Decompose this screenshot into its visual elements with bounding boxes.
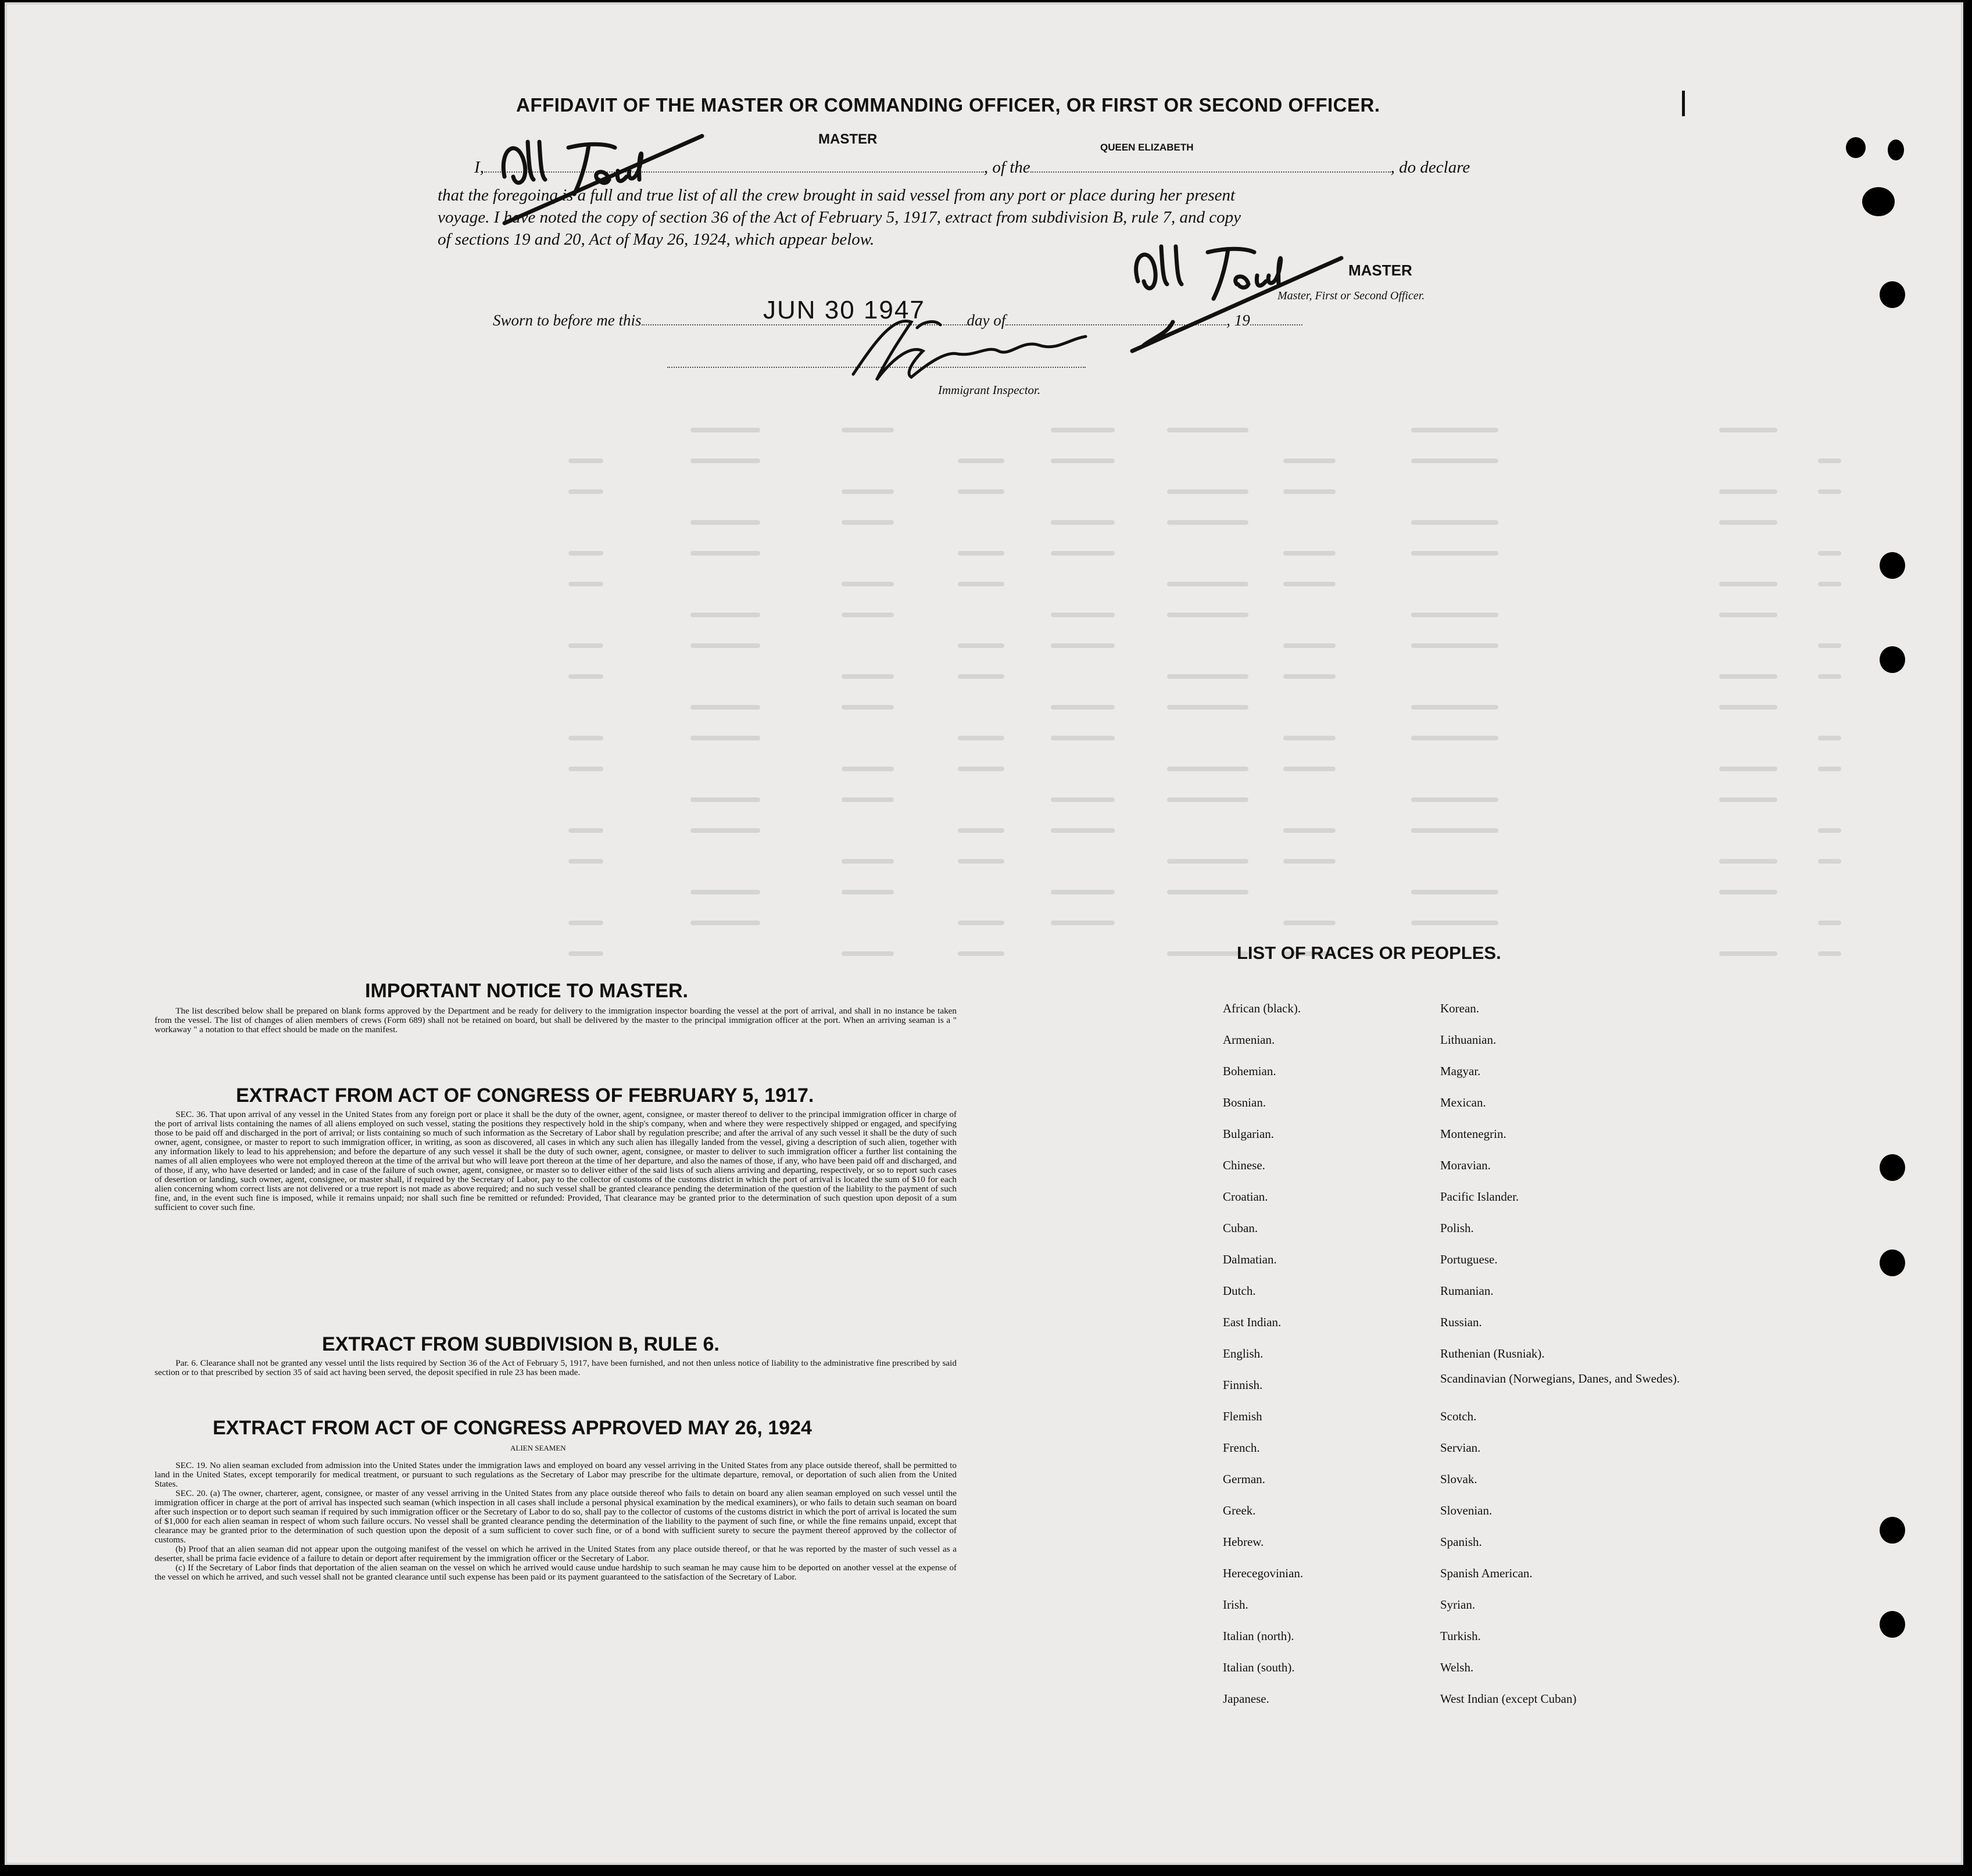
bleed-mark (1283, 828, 1336, 833)
bleed-mark (842, 520, 894, 525)
bleed-mark (690, 428, 760, 432)
line1-start: I, (474, 158, 484, 177)
bleed-mark (568, 643, 603, 648)
rule6-heading: EXTRACT FROM SUBDIVISION B, RULE 6. (322, 1333, 720, 1355)
bleed-mark (842, 674, 894, 679)
bleed-mark (842, 767, 894, 771)
race-item: East Indian. (1223, 1315, 1282, 1329)
bleed-mark (1411, 551, 1498, 556)
races-column-2 (1440, 993, 1684, 1714)
bleed-mark (1051, 797, 1115, 802)
bleed-mark (842, 428, 894, 432)
bleed-mark (958, 767, 1004, 771)
bleed-mark (1719, 674, 1777, 679)
race-item: Polish. (1440, 1221, 1474, 1235)
race-item: Mexican. (1440, 1095, 1486, 1109)
bleed-mark (1051, 428, 1115, 432)
bleed-mark (958, 643, 1004, 648)
notice-text (155, 1007, 957, 1034)
punch-hole (1880, 1154, 1905, 1181)
bleed-mark (958, 921, 1004, 925)
punch-hole (1880, 646, 1905, 673)
bleed-mark (1818, 551, 1841, 556)
bleed-mark (568, 674, 603, 679)
bleed-mark (690, 921, 760, 925)
bleed-mark (1283, 489, 1336, 494)
bleed-mark (1719, 582, 1777, 586)
bleed-mark (1283, 551, 1336, 556)
act1924-heading: EXTRACT FROM ACT OF CONGRESS APPROVED MAY 26, 1924 (213, 1417, 812, 1439)
bleed-mark (1818, 459, 1841, 463)
bleed-mark (1411, 643, 1498, 648)
bleed-mark (568, 828, 603, 833)
rule6-text (155, 1359, 957, 1377)
bleed-mark (568, 859, 603, 864)
race-item: Bosnian. (1223, 1095, 1266, 1109)
race-item: Greek. (1223, 1503, 1256, 1517)
race-item: Flemish (1223, 1409, 1262, 1423)
bleed-mark (568, 459, 603, 463)
act1924-text (155, 1461, 957, 1582)
bleed-mark (1818, 582, 1841, 586)
race-item: Welsh. (1440, 1660, 1474, 1674)
race-item: Slovenian. (1440, 1503, 1493, 1517)
bleed-mark (1167, 520, 1248, 525)
bleed-mark (1818, 828, 1841, 833)
bleed-mark (1283, 674, 1336, 679)
bleed-mark (1411, 921, 1498, 925)
race-item: English. (1223, 1347, 1264, 1361)
bleed-mark (958, 828, 1004, 833)
race-item: Cuban. (1223, 1221, 1258, 1235)
affidavit-line-4: of sections 19 and 20, Act of May 26, 1924, which appear below. (438, 230, 875, 249)
punch-hole (1880, 552, 1905, 579)
bleed-mark (1283, 459, 1336, 463)
bleed-mark (690, 705, 760, 710)
bleed-mark (1818, 674, 1841, 679)
bleed-mark (690, 736, 760, 740)
bleed-mark (1051, 613, 1115, 617)
bleed-mark (690, 551, 760, 556)
bleed-mark (958, 859, 1004, 864)
notice-paragraph: The list described below shall be prepared on blank forms approved by the Department and be ready for delivery to the immigration inspector boarding the vessel at the port of arrival, and shall in no instance be taken from the vessel. The list of changes of alien members of crews (Form 689) shall not be retained on board, but shall be delivered by the master to the principal immigration officer at the port. When an arriving seaman is a " workaway " a notation to that effect should be made on the manifest. (155, 1006, 957, 1034)
race-item: Slovak. (1440, 1472, 1477, 1486)
sec19-paragraph: SEC. 19. No alien seaman excluded from admission into the United States under the immigration laws and employed on board any vessel arriving in the United States from any place outside thereof, shall be permitted to land in the United States, except temporarily for medical treatment, or pursuant to such regulations as the Secretary of Labor may prescribe for the ultimate departure, removal, or deportation of such alien from the United States. (155, 1460, 957, 1489)
title-label: MASTER (818, 131, 878, 147)
bleed-mark (690, 520, 760, 525)
bleed-mark (1167, 613, 1248, 617)
bleed-mark (958, 489, 1004, 494)
bleed-mark (1818, 767, 1841, 771)
year-prefix: , 19 (1226, 312, 1250, 329)
race-item: Herecegovinian. (1223, 1566, 1304, 1580)
bleed-mark (1411, 890, 1498, 894)
bleed-mark (690, 613, 760, 617)
signer-title: MASTER (1348, 262, 1412, 279)
bleed-mark (568, 767, 603, 771)
punch-hole (1880, 1250, 1905, 1276)
bleed-mark (1719, 890, 1777, 894)
act1917-paragraph: SEC. 36. That upon arrival of any vessel in the United States from any foreign port or place it shall be the duty of the owner, agent, consignee, or master thereof to deliver to the principal immigration officer in charge of the port of arrival lists containing the names of all aliens employed on such vessel, stating the positions they respectively hold in the ship's company, when and where they were respectively shipped or engaged, and specifying those to be paid off and discharged in the port of arrival; or lists containing so much of such information as the Secretary of Labor shall by regulation prescribe; and after the arrival of any such vessel it shall be the duty of such owner, agent, consignee, or master to report to such immigration officer, in writing, as soon as discovered, all cases in which any such alien has illegally landed from the vessel, giving a description of such alien, together with any information likely to lead to his apprehension; and before the departure of any such vessel it shall be the duty of such owner, agent, consignee, or master to deliver to such immigration officer a further list containing the names of all alien employees who were not employed thereon at the time of the arrival but who will leave port thereon at the time of her departure, and also the names of those, if any, who have been paid off and discharged, and of those, if any, who have deserted or landed; and in case of the failure of such owner, agent, consignee, or master so to deliver either of the said lists of such aliens arriving and departing, respectively, or so to report such cases of desertion or landing, such owner, agent, consignee, or master shall, if required by the Secretary of Labor, pay to the collector of customs of the customs district in which the port of arrival is located the sum of $10 for each alien concerning whom correct lists are not delivered or a true report is not made as above required; and no such vessel shall be granted clearance pending the determination of the question of the liability to the payment of such fine, and, in the event such fine is imposed, while it remains unpaid; nor shall such fine be remitted or refunded: Provided, That clearance may be granted prior to the determination of such question upon deposit of a sum sufficient to cover such fine. (155, 1109, 957, 1212)
bleed-mark (690, 459, 760, 463)
bleed-mark (842, 489, 894, 494)
bleed-mark (958, 551, 1004, 556)
punch-hole (1880, 1611, 1905, 1638)
races-heading: LIST OF RACES OR PEOPLES. (1237, 943, 1501, 963)
bleed-mark (958, 582, 1004, 586)
bleed-mark (1818, 859, 1841, 864)
sec20c-paragraph: (c) If the Secretary of Labor finds that deportation of the alien seaman on the vessel on which he arrived would cause undue hardship to such seaman he may cause him to be deported on another vessel at the expense of the vessel on which he arrived, and such vessel shall not be granted clearance until such expense has been paid or its payment guaranteed to the satisfaction of the Secretary of Labor. (155, 1563, 957, 1582)
affidavit-line-3: voyage. I have noted the copy of section 36 of the Act of February 5, 1917, extract from subdivision B, rule 7, and copy (438, 208, 1241, 227)
vessel-label: QUEEN ELIZABETH (1100, 142, 1194, 153)
race-item: Montenegrin. (1440, 1127, 1506, 1141)
bleed-mark (1411, 828, 1498, 833)
race-item: Portuguese. (1440, 1252, 1498, 1266)
bleed-mark (1283, 921, 1336, 925)
bleed-mark (842, 613, 894, 617)
bleed-mark (1411, 797, 1498, 802)
race-item: Korean. (1440, 1001, 1480, 1015)
act1917-heading: EXTRACT FROM ACT OF CONGRESS OF FEBRUARY 5, 1917. (236, 1084, 814, 1107)
bleed-mark (1719, 859, 1777, 864)
bleed-mark (1051, 520, 1115, 525)
bleed-mark (568, 582, 603, 586)
race-item: Chinese. (1223, 1158, 1265, 1172)
race-item: Dalmatian. (1223, 1252, 1277, 1266)
bleed-mark (568, 736, 603, 740)
bleed-mark (1719, 951, 1777, 956)
race-item: Magyar. (1440, 1064, 1481, 1078)
bleed-mark (1411, 428, 1498, 432)
bleed-mark (958, 951, 1004, 956)
edge-mark (1682, 91, 1685, 116)
inspector-signature (842, 305, 1109, 392)
master-signature-top (493, 124, 714, 229)
race-item: Irish. (1223, 1598, 1248, 1612)
race-item: Armenian. (1223, 1033, 1275, 1047)
race-item: French. (1223, 1441, 1260, 1455)
punch-hole (1888, 139, 1904, 160)
bleed-mark (568, 551, 603, 556)
bleed-mark (842, 705, 894, 710)
bleed-mark (1167, 797, 1248, 802)
bleed-mark (1167, 859, 1248, 864)
bleed-mark (842, 582, 894, 586)
bleed-mark (690, 797, 760, 802)
bleed-mark (1283, 767, 1336, 771)
race-item: Pacific Islander. (1440, 1190, 1519, 1204)
race-item: African (black). (1223, 1001, 1301, 1015)
bleed-mark (690, 828, 760, 833)
day-of: day of (967, 312, 1006, 329)
bleed-mark (1818, 921, 1841, 925)
punch-hole (1880, 281, 1905, 308)
bleed-mark (958, 674, 1004, 679)
race-item: Scotch. (1440, 1409, 1477, 1423)
bleed-mark (1051, 828, 1115, 833)
bleed-mark (1719, 428, 1777, 432)
line1-end: , do declare (1390, 158, 1470, 177)
bleed-mark (842, 859, 894, 864)
race-item: Croatian. (1223, 1190, 1268, 1204)
bleed-mark (1818, 951, 1841, 956)
bleed-mark (1051, 705, 1115, 710)
race-item: Hebrew. (1223, 1535, 1264, 1549)
race-item: Lithuanian. (1440, 1033, 1497, 1047)
punch-hole (1862, 187, 1895, 216)
race-item: German. (1223, 1472, 1265, 1486)
affidavit-line-2: that the foregoing is a full and true list of all the crew brought in said vessel from any port or place during her present (438, 186, 1236, 205)
bleed-mark (1719, 767, 1777, 771)
bleed-mark (1167, 582, 1248, 586)
bleed-mark (1411, 520, 1498, 525)
race-item: Rumanian. (1440, 1284, 1494, 1298)
bleed-mark (842, 951, 894, 956)
bleed-mark (1818, 736, 1841, 740)
race-item: Scandinavian (Norwegians, Danes, and Swedes). (1440, 1372, 1680, 1385)
bleed-mark (1167, 428, 1248, 432)
punch-hole (1880, 1517, 1905, 1544)
bleed-mark (1719, 520, 1777, 525)
bleed-mark (568, 489, 603, 494)
bleed-mark (1719, 705, 1777, 710)
bleed-mark (1167, 674, 1248, 679)
act1924-subheading: ALIEN SEAMEN (510, 1444, 566, 1452)
bleed-mark (1051, 551, 1115, 556)
bleed-mark (1411, 459, 1498, 463)
bleed-mark (1167, 767, 1248, 771)
bleed-mark (1167, 951, 1248, 956)
bleed-mark (690, 890, 760, 894)
race-item: Japanese. (1223, 1692, 1269, 1706)
race-item: Moravian. (1440, 1158, 1491, 1172)
race-item: Bulgarian. (1223, 1127, 1275, 1141)
bleed-mark (842, 797, 894, 802)
race-item: Spanish American. (1440, 1566, 1533, 1580)
races-column-1 (1223, 993, 1420, 1714)
act1917-text (155, 1110, 957, 1212)
document-page (5, 2, 1963, 1865)
bleed-mark (1051, 459, 1115, 463)
sec20a-paragraph: SEC. 20. (a) The owner, charterer, agent, consignee, or master of any vessel arriving in the United States from any place outside thereof who fails to detain on board any alien seaman employed on such vessel until the immigration officer in charge at the port of arrival has inspected such seaman (which inspection in all cases shall include a personal physical examination by the medical examiners), or who fails to detain such seaman on board after such inspection or to deport such seaman if required by such immigration officer or the Secretary of Labor to do so, shall pay to the collector of customs of the customs district in which the port of arrival is located the sum of $1,000 for each alien seaman in respect of whom such failure occurs. No vessel shall be granted clearance pending the determination of the liability to the payment of such fine, or while the fine remains unpaid, except that clearance may be granted prior to the determination of such question upon the deposit of a sum sufficient to cover such fine, or of a bond with sufficient surety to secure the payment thereof approved by the collector of customs. (155, 1488, 957, 1545)
race-item: Ruthenian (Rusniak). (1440, 1347, 1545, 1361)
bleed-mark (1719, 797, 1777, 802)
inspector-caption: Immigrant Inspector. (938, 383, 1041, 397)
race-item: Dutch. (1223, 1284, 1256, 1298)
bleed-mark (1283, 643, 1336, 648)
bleed-mark (1051, 890, 1115, 894)
bleed-mark (1818, 643, 1841, 648)
bleed-mark (1411, 613, 1498, 617)
race-item: Spanish. (1440, 1535, 1482, 1549)
date-stamp: JUN 30 1947 (763, 296, 925, 324)
race-item: Bohemian. (1223, 1064, 1276, 1078)
bleed-mark (1167, 705, 1248, 710)
notice-heading: IMPORTANT NOTICE TO MASTER. (365, 980, 688, 1002)
bleed-mark (690, 643, 760, 648)
sworn-text: Sworn to before me this (493, 312, 642, 329)
bleed-mark (958, 459, 1004, 463)
race-item: Italian (north). (1223, 1629, 1294, 1643)
race-item: Russian. (1440, 1315, 1482, 1329)
bleed-mark (1719, 613, 1777, 617)
bleed-mark (1167, 890, 1248, 894)
bleed-mark (1167, 489, 1248, 494)
sec20b-paragraph: (b) Proof that an alien seaman did not appear upon the outgoing manifest of the vessel on which he arrived in the United States from any place outside thereof, or that he was reported by the master of such vessel as a deserter, shall be prima facie evidence of a failure to detain or deport after requirement by the immigration officer or the Secretary of Labor. (155, 1544, 957, 1563)
bleed-mark (1051, 921, 1115, 925)
race-item: Italian (south). (1223, 1660, 1295, 1674)
bleed-mark (1719, 489, 1777, 494)
race-item: Finnish. (1223, 1378, 1263, 1392)
bleed-mark (1283, 736, 1336, 740)
rule6-paragraph: Par. 6. Clearance shall not be granted any vessel until the lists required by Section 36 of the Act of February 5, 1917, have been furnished, and not then unless notice of liability to the administrative fine prescribed by said section or to that prescribed by section 35 of said act having been served, the deposit specified in rule 23 has been made. (155, 1358, 957, 1377)
bleed-mark (842, 890, 894, 894)
bleed-mark (568, 921, 603, 925)
bleed-mark (568, 951, 603, 956)
punch-hole (1846, 137, 1866, 158)
bleed-mark (1283, 582, 1336, 586)
race-item: West Indian (except Cuban) (1440, 1692, 1577, 1706)
bleed-mark (1818, 489, 1841, 494)
line1-of: , of the (983, 158, 1030, 177)
master-signature-bottom (1121, 235, 1353, 363)
bleed-mark (1051, 736, 1115, 740)
bleed-mark (1051, 643, 1115, 648)
race-item: Turkish. (1440, 1629, 1481, 1643)
race-item: Syrian. (1440, 1598, 1476, 1612)
signer-caption: Master, First or Second Officer. (1277, 289, 1425, 302)
affidavit-title: AFFIDAVIT OF THE MASTER OR COMMANDING OFFICER, OR FIRST OR SECOND OFFICER. (516, 94, 1380, 116)
race-item: Servian. (1440, 1441, 1481, 1455)
bleed-mark (958, 736, 1004, 740)
bleed-mark (1411, 736, 1498, 740)
bleed-mark (1283, 859, 1336, 864)
bleed-mark (1411, 705, 1498, 710)
